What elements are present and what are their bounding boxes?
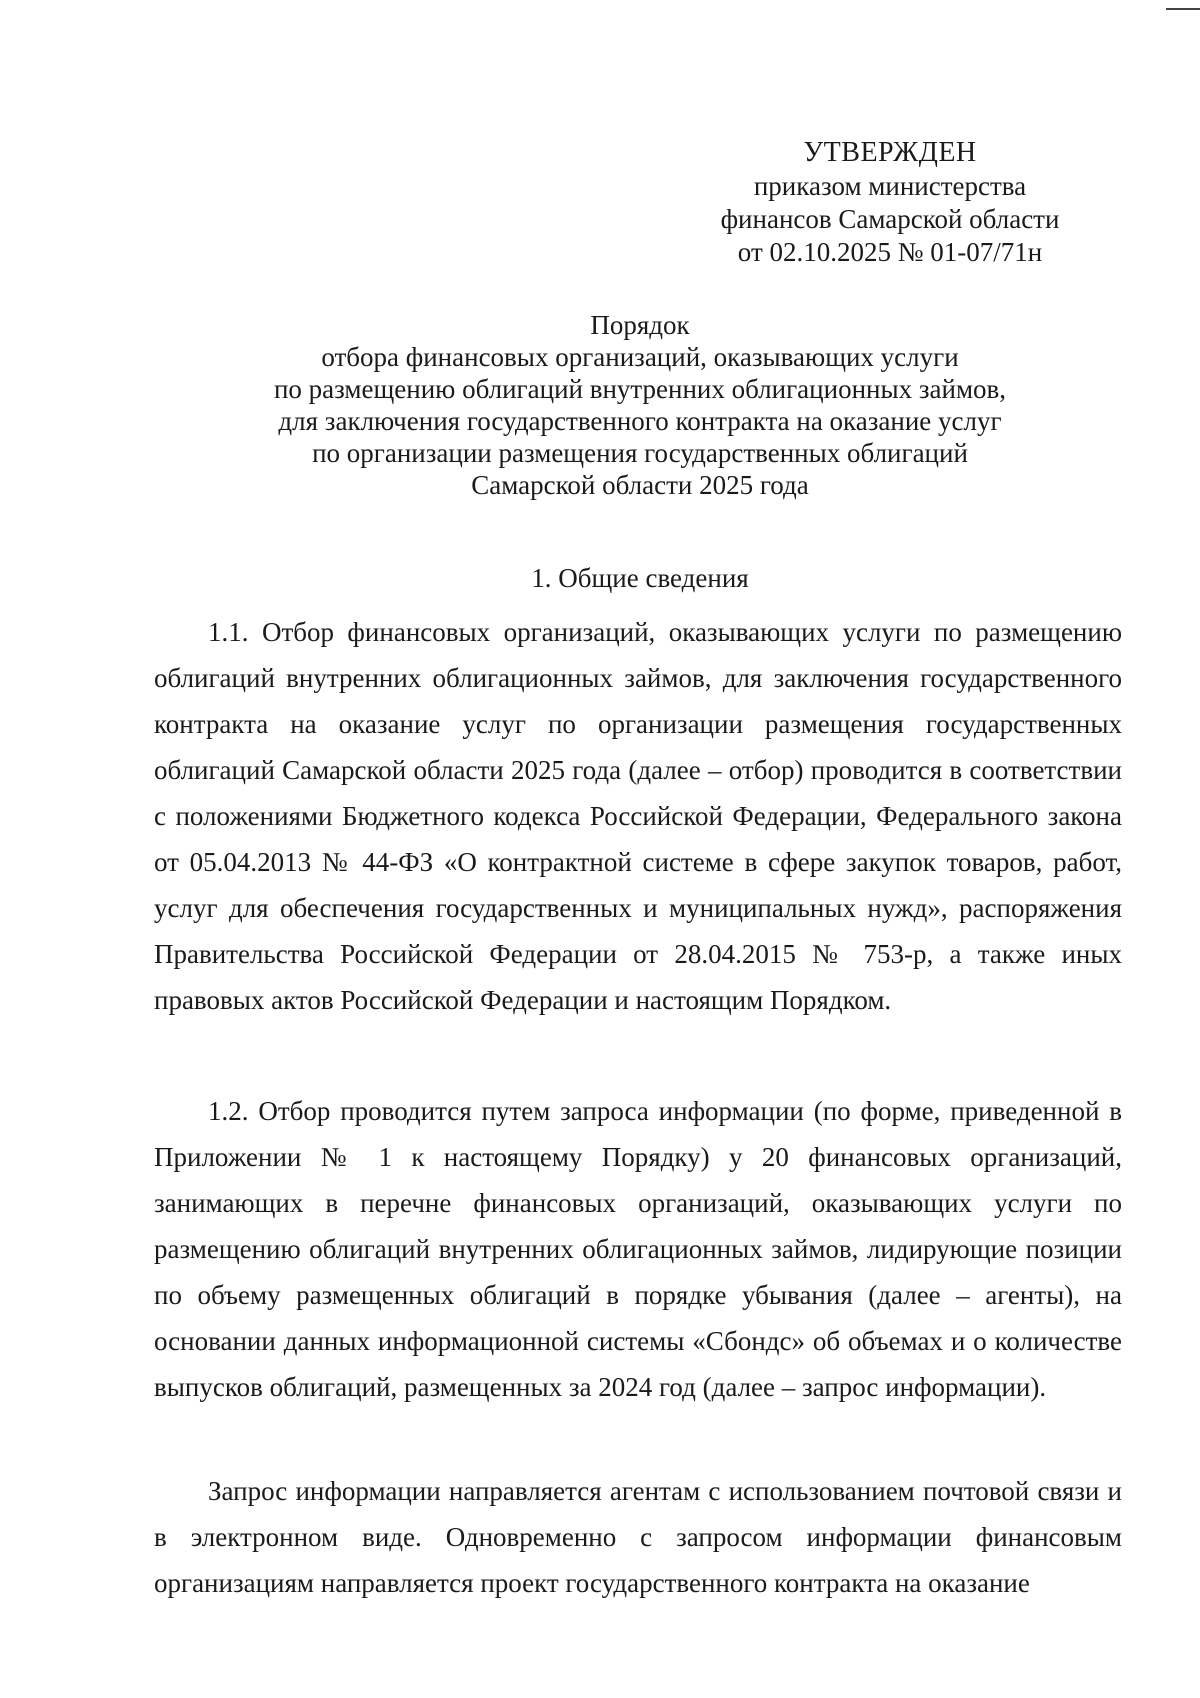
document-title <box>140 309 1140 501</box>
approval-order-number: от 02.10.2025 № 01-07/71н <box>737 237 1043 267</box>
paragraph-1-2: 1.2. Отбор проводится путем запроса информации (по форме, приведенной в Приложении № 1 к настоящему Порядку) у 20 финансовых организаций, занимающих в перечне финансовых организаций, оказывающих услуги по размещению облигаций внутренних облигационных займов, лидирующие позиции по объему размещенных облигаций в порядке убывания (далее – агенты), на основании данных информационной системы «Сбондс» об объемах и о количестве выпусков облигаций, размещенных за 2024 год (далее – запрос информации). <box>154 1096 1122 1402</box>
document-title-line: отбора финансовых организаций, оказывающих услуги <box>321 342 959 372</box>
document-title-line: по размещению облигаций внутренних облигационных займов, <box>273 374 1007 404</box>
document-title-heading: Порядок <box>590 310 690 340</box>
paragraph-request-info: Запрос информации направляется агентам с использованием почтовой связи и в электронном виде. Одновременно с запросом информации финансовым организациям направляется проект государственного контракта на оказание <box>154 1476 1122 1598</box>
document-title-line: Самарской области 2025 года <box>471 470 809 500</box>
scan-corner-mark <box>1166 0 1200 10</box>
section-heading: 1. Общие сведения <box>531 563 749 593</box>
approval-line: финансов Самарской области <box>720 204 1060 234</box>
approval-title: УТВЕРЖДЕН <box>803 137 977 168</box>
approval-block <box>690 136 1090 269</box>
paragraph-1-1: 1.1. Отбор финансовых организаций, оказывающих услуги по размещению облигаций внутренних облигационных займов, для заключения государственного контракта на оказание услуг по организации размещения государственных облигаций Самарской области 2025 года (далее – отбор) проводится в соответствии с положениями Бюджетного кодекса Российской Федерации, Федерального закона от 05.04.2013 № 44-ФЗ «О контрактной системе в сфере закупок товаров, работ, услуг для обеспечения государственных и муниципальных нужд», распоряжения Правительства Российской Федерации от 28.04.2015 № 753-р, а также иных правовых актов Российской Федерации и настоящим Порядком. <box>154 617 1122 1015</box>
document-title-line: для заключения государственного контракта на оказание услуг <box>278 406 1002 436</box>
document-title-line: по организации размещения государственных облигаций <box>312 438 968 468</box>
approval-line: приказом министерства <box>753 171 1027 201</box>
